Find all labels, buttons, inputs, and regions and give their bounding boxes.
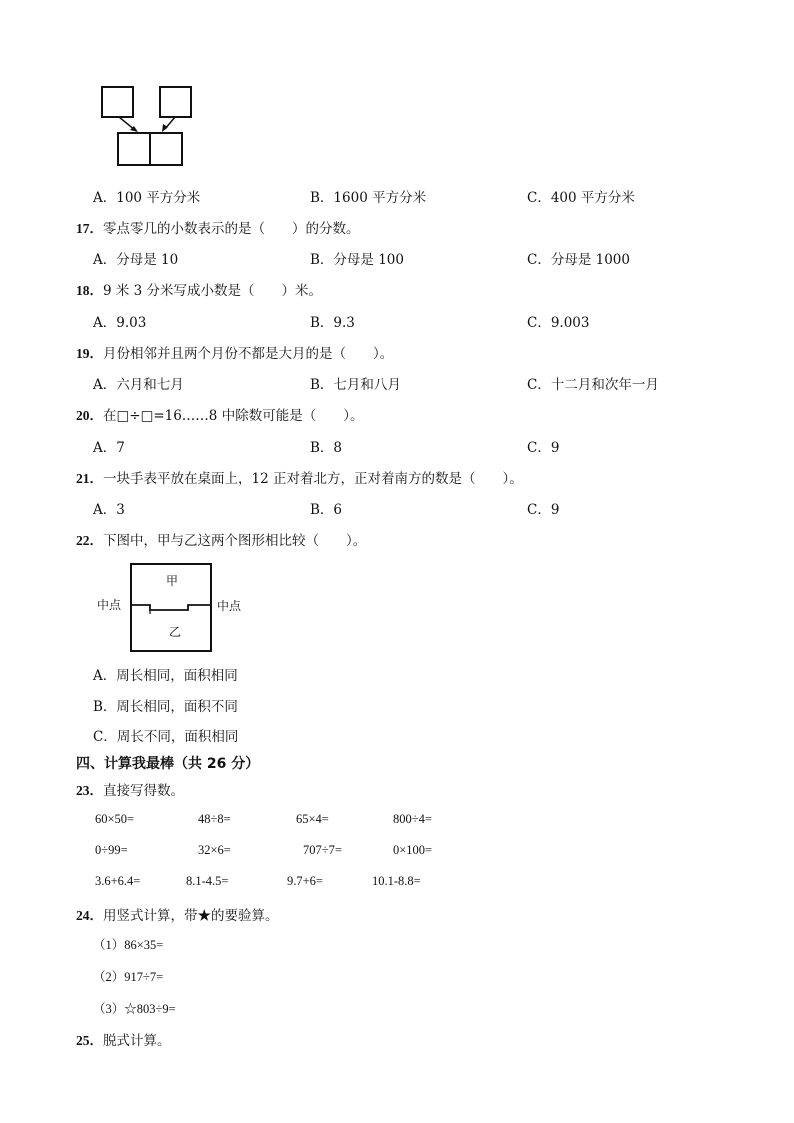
q22-stem	[76, 529, 366, 549]
q21-stem	[76, 467, 523, 487]
q23-stem	[76, 779, 184, 799]
q23-item: 0÷99=	[95, 843, 128, 857]
q18-number: 18．	[76, 283, 103, 298]
q22-option-b[interactable]: B．周长相同，面积不同	[93, 699, 238, 715]
q20-option-b[interactable]: B．8	[310, 440, 343, 456]
q17-option-c[interactable]: C．分母是 1000	[527, 252, 630, 268]
q25-text: 脱式计算。	[103, 1033, 171, 1049]
q21-option-c[interactable]: C．9	[527, 502, 560, 518]
q16-option-b[interactable]: B．1600 平方分米	[310, 190, 427, 206]
q19-option-c[interactable]: C．十二月和次年一月	[527, 377, 659, 393]
q25-number: 25．	[76, 1033, 103, 1048]
q18-text: 9 米 3 分米写成小数是（ ）米。	[103, 283, 323, 299]
q24-item-2: （2）917÷7=	[93, 970, 164, 984]
q21-number: 21．	[76, 471, 103, 486]
q19-number: 19．	[76, 346, 103, 361]
q21-text: 一块手表平放在桌面上，12 正对着北方，正对着南方的数是（ ）。	[103, 471, 523, 487]
q22-number: 22．	[76, 533, 103, 548]
q17-option-b[interactable]: B．分母是 100	[310, 252, 404, 268]
q24-stem	[76, 904, 279, 924]
q18-stem	[76, 279, 322, 299]
q20-option-c[interactable]: C．9	[527, 440, 560, 456]
q22-figure-label-top: 甲	[166, 574, 179, 588]
q22-option-c[interactable]: C．周长不同，面积相同	[93, 729, 239, 745]
q17-option-a[interactable]: A．分母是 10	[93, 252, 179, 268]
q19-stem	[76, 342, 393, 362]
q20-number: 20．	[76, 408, 103, 423]
q22-text: 下图中，甲与乙这两个图形相比较（ ）。	[103, 533, 367, 549]
section-4-title: 四、计算我最棒（共 26 分）	[76, 756, 260, 772]
q19-text: 月份相邻并且两个月份不都是大月的是（ ）。	[103, 346, 394, 362]
q23-item: 800÷4=	[393, 812, 432, 826]
q18-option-a[interactable]: A．9.03	[93, 315, 147, 331]
q23-item: 3.6+6.4=	[95, 874, 141, 888]
q21-option-b[interactable]: B．6	[310, 502, 343, 518]
q19-option-b[interactable]: B．七月和八月	[310, 377, 401, 393]
q16-option-a[interactable]: A．100 平方分米	[93, 190, 201, 206]
q18-option-b[interactable]: B．9.3	[310, 315, 355, 331]
q17-stem	[76, 217, 360, 237]
q23-number: 23．	[76, 783, 103, 798]
q24-text: 用竖式计算，带★的要验算。	[103, 908, 279, 924]
q17-number: 17．	[76, 221, 103, 236]
q24-number: 24．	[76, 908, 103, 923]
q16-figure	[95, 82, 205, 172]
q21-option-a[interactable]: A．3	[93, 502, 125, 518]
q23-item: 9.7+6=	[287, 874, 323, 888]
q22-figure-label-right: 中点	[217, 599, 242, 613]
q17-text: 零点零几的小数表示的是（ ）的分数。	[103, 221, 360, 237]
q23-item: 32×6=	[198, 843, 231, 857]
q23-item: 707÷7=	[303, 843, 342, 857]
q23-item: 8.1-4.5=	[186, 874, 229, 888]
q19-option-a[interactable]: A．六月和七月	[93, 377, 184, 393]
q23-text: 直接写得数。	[103, 783, 184, 799]
q22-figure-label-bottom: 乙	[169, 625, 182, 639]
q24-item-3: （3）☆803÷9=	[93, 1002, 176, 1016]
q23-item: 0×100=	[393, 843, 433, 857]
q22-option-a[interactable]: A．周长相同，面积相同	[93, 668, 238, 684]
q16-option-c[interactable]: C．400 平方分米	[527, 190, 635, 206]
q23-item: 60×50=	[95, 812, 135, 826]
q20-stem	[76, 404, 363, 424]
q23-item: 10.1-8.8=	[372, 874, 421, 888]
q25-stem	[76, 1029, 171, 1049]
q23-item: 65×4=	[296, 812, 329, 826]
q23-item: 48÷8=	[198, 812, 231, 826]
q22-figure-label-left: 中点	[97, 598, 122, 612]
q20-text: 在□÷□=16……8 中除数可能是（ ）。	[103, 408, 364, 424]
q18-option-c[interactable]: C．9.003	[527, 315, 590, 331]
q24-item-1: （1）86×35=	[93, 938, 164, 952]
q20-option-a[interactable]: A．7	[93, 440, 125, 456]
